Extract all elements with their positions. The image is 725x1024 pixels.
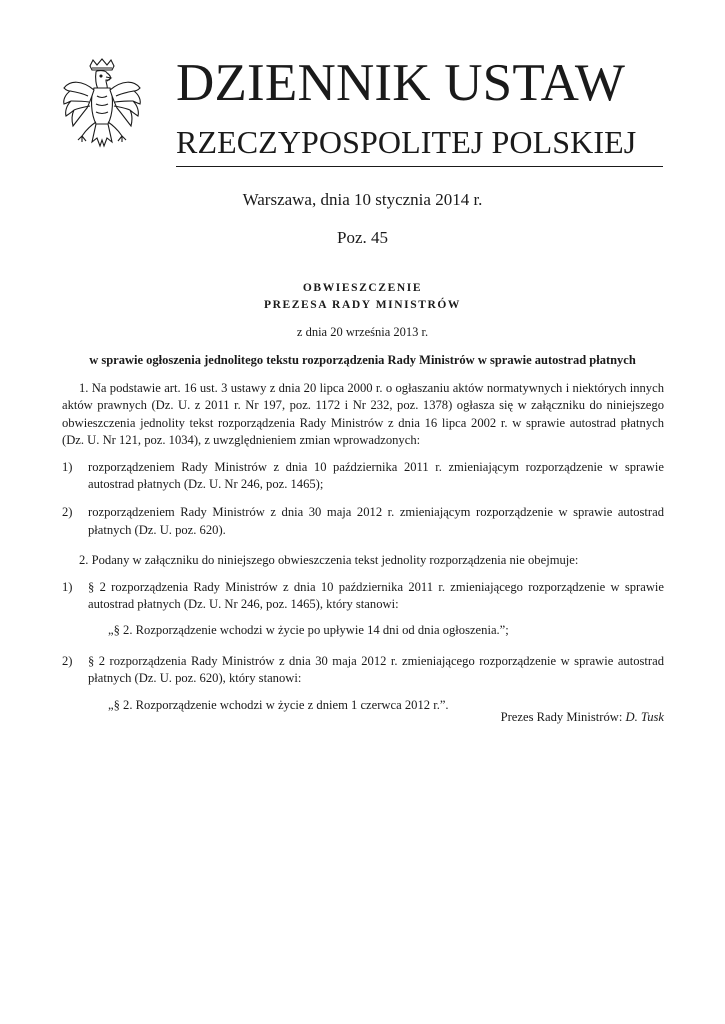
list-item-text: § 2 rozporządzenia Rady Ministrów z dnia 30 maja 2012 r. zmieniającego rozporządzenie w sprawie autostrad płatnych (Dz. U. poz. 620), który stanowi: xyxy=(88,653,664,686)
signature-name: D. Tusk xyxy=(625,710,664,724)
dateline xyxy=(0,190,725,210)
quoted-provision: „§ 2. Rozporządzenie wchodzi w życie z dniem 1 czerwca 2012 r.”. xyxy=(108,697,449,712)
paragraph-1: 1. Na podstawie art. 16 ust. 3 ustawy z dnia 20 lipca 2000 r. o ogłaszaniu aktów normatywnych i niektórych innych aktów prawnych (Dz. U. z 2011 r. Nr 197, poz. 1172 i Nr 232, poz. 1378) ogłasza się w załączniku do niniejszego obwieszczenia jednolity tekst rozporządzenia Rady Ministrów z dnia 16 lipca 2002 r. w sprawie autostrad płatnych (Dz. U. Nr 121, poz. 1034), z uwzględnieniem zmian wprowadzonych: xyxy=(62,381,664,448)
act-subject: w sprawie ogłoszenia jednolitego tekstu rozporządzenia Rady Ministrów w sprawie autostrad płatnych xyxy=(89,353,636,367)
masthead-subtitle: RZECZYPOSPOLITEJ POLSKIEJ xyxy=(176,124,637,160)
polish-eagle-emblem-icon xyxy=(60,58,144,164)
signature xyxy=(501,710,664,725)
paragraph-2: 2. Podany w załączniku do niniejszego obwieszczenia tekst jednolity rozporządzenia nie obejmuje: xyxy=(79,553,579,568)
signature-role: Prezes Rady Ministrów: xyxy=(500,710,623,724)
masthead-title: DZIENNIK USTAW xyxy=(176,54,626,112)
list-item-number: 1) xyxy=(62,579,73,594)
list-item xyxy=(62,504,664,539)
masthead xyxy=(176,52,664,167)
position-number: Poz. 45 xyxy=(337,228,388,247)
list-item xyxy=(62,653,664,688)
list-item-number: 2) xyxy=(62,505,73,520)
list-item-text: rozporządzeniem Rady Ministrów z dnia 30 maja 2012 r. zmieniającym rozporządzenie w sprawie autostrad płatnych (Dz. U. poz. 620). xyxy=(88,505,664,537)
dateline-text: Warszawa, dnia 10 stycznia 2014 r. xyxy=(242,190,483,209)
list-item-number: 1) xyxy=(62,459,73,474)
list-item xyxy=(62,579,664,614)
list-item-text: rozporządzeniem Rady Ministrów z dnia 10 października 2011 r. zmieniającym rozporządzenie w sprawie autostrad płatnych (Dz. U. Nr 246, poz. 1465); xyxy=(88,459,664,492)
list-item-number: 2) xyxy=(62,653,73,668)
act-type-line1: OBWIESZCZENIE xyxy=(302,282,423,294)
list-item xyxy=(62,459,664,494)
masthead-rule xyxy=(176,166,663,167)
act-type-line2: PREZESA RADY MINISTRÓW xyxy=(263,299,462,311)
act-date: z dnia 20 września 2013 r. xyxy=(296,325,429,339)
act-type xyxy=(0,280,725,314)
list-item-text: § 2 rozporządzenia Rady Ministrów z dnia 10 października 2011 r. zmieniającego rozporządzenie w sprawie autostrad płatnych (Dz. U. Nr 246, poz. 1465), który stanowi: xyxy=(88,579,664,612)
quoted-provision: „§ 2. Rozporządzenie wchodzi w życie po upływie 14 dni od dnia ogłoszenia.”; xyxy=(108,623,509,638)
act-body xyxy=(62,380,664,714)
